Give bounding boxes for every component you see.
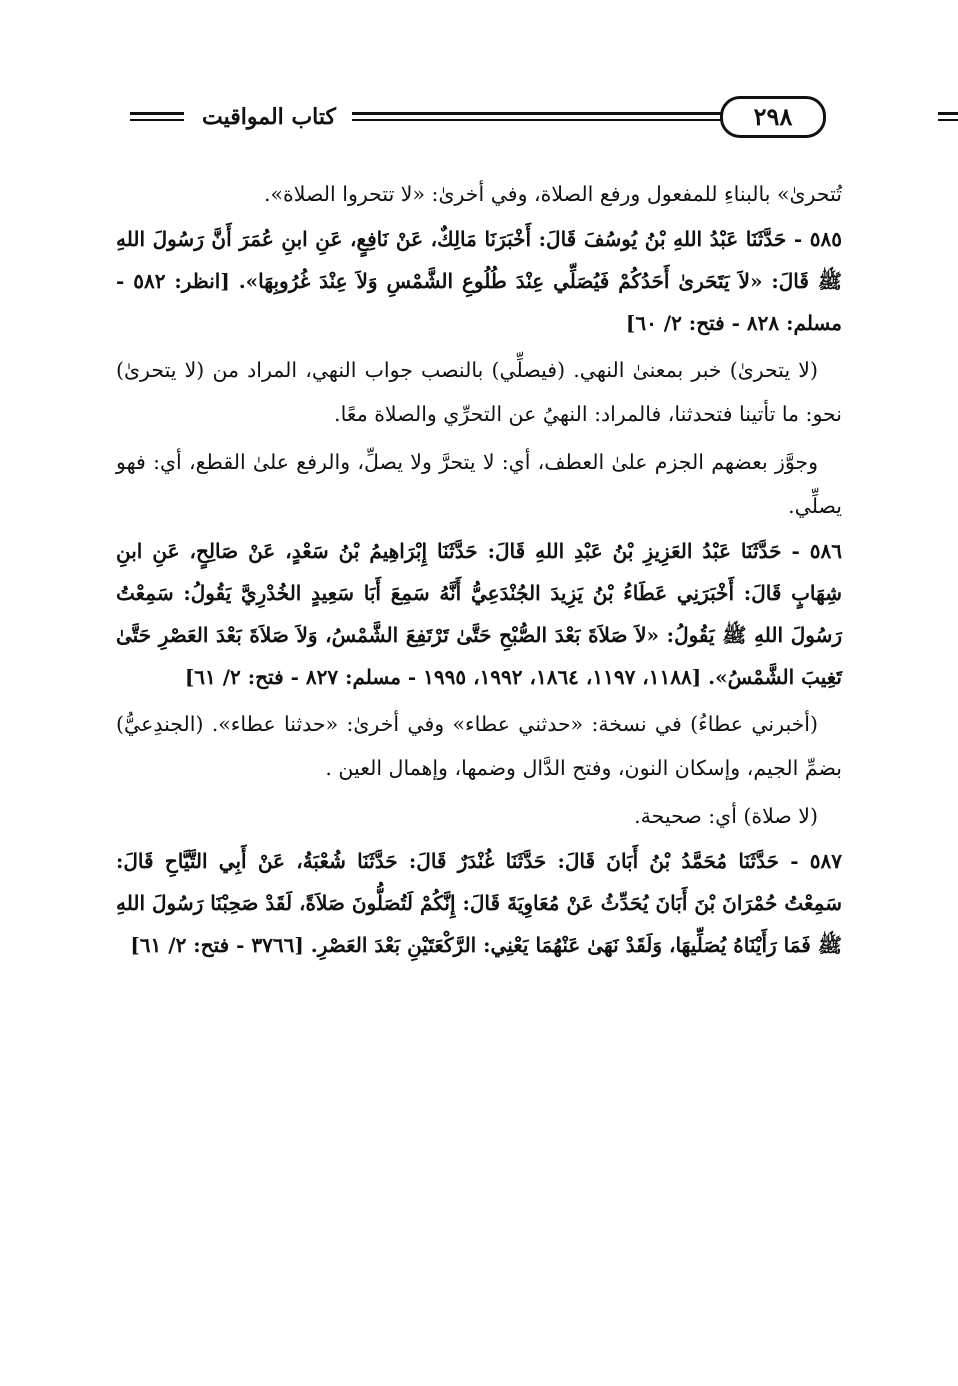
hadith-paragraph: ٥٨٥ - حَدَّثَنَا عَبْدُ اللهِ بْنُ يُوسُفَ قَالَ: أَخْبَرَنَا مَالِكٌ، عَنْ نَافِعٍ، عَنِ ابنِ عُمَرَ أَنَّ رَسُولَ اللهِ ﷺ قَالَ: «لاَ يَتَحَرىٰ أَحَدُكُمْ فَيُصَلِّي عِنْدَ طُلُوعِ الشَّمْسِ وَلاَ عِنْدَ غُرُوبِهَا». [انظر: ٥٨٢ - مسلم: ٨٢٨ - فتح: ٢/ ٦٠] [116,227,843,335]
commentary-paragraph: وجوَّز بعضهم الجزم علىٰ العطف، أي: لا يتحرَّ ولا يصلِّ، والرفع علىٰ القطع، أي: فهو يصلِّي. [116,450,842,518]
hadith-paragraph: ٥٨٦ - حَدَّثَنَا عَبْدُ العَزِيزِ بْنُ عَبْدِ اللهِ قَالَ: حَدَّثَنَا إِبْرَاهِيمُ بْنُ سَعْدٍ، عَنْ صَالِحٍ، عَنِ ابنِ شِهَابٍ قَالَ: أَخْبَرَنِي عَطَاءُ بْنُ يَزِيدَ الجُنْدَعِيُّ أَنَّهُ سَمِعَ أَبَا سَعِيدٍ الخُدْرِيَّ يَقُولُ: سَمِعْتُ رَسُولَ اللهِ ﷺ يَقُولُ: «لاَ صَلاَةَ بَعْدَ الصُّبْحِ حَتَّىٰ تَرْتَفِعَ الشَّمْسُ، وَلاَ صَلاَةَ بَعْدَ العَصْرِ حَتَّىٰ تَغِيبَ الشَّمْسُ». [١١٨٨، ١١٩٧، ١٨٦٤، ١٩٩٢، ١٩٩٥ - مسلم: ٨٢٧ - فتح: ٢/ ٦١] [116,539,842,689]
page-body [116,168,842,966]
hadith-paragraph: ٥٨٧ - حَدَّثَنَا مُحَمَّدُ بْنُ أَبَانَ قَالَ: حَدَّثَنَا غُنْدَرٌ قَالَ: حَدَّثَنَا شُعْبَةُ، عَنْ أَبِي التَّيَّاحِ قَالَ: سَمِعْتُ حُمْرَانَ بْنَ أَبَانَ يُحَدِّثُ عَنْ مُعَاوِيَةَ قَالَ: إِنَّكُمْ لَتُصَلُّونَ صَلاَةً، لَقَدْ صَحِبْنَا رَسُولَ اللهِ ﷺ فَمَا رَأَيْنَاهُ يُصَلِّيهَا، وَلَقَدْ نَهَىٰ عَنْهُمَا يَعْنِي: الرَّكْعَتَيْنِ بَعْدَ العَصْرِ. [٣٧٦٦ - فتح: ٢/ ٦١] [116,849,842,957]
header-rule-left [130,112,184,124]
commentary-paragraph: (أخبرني عطاءُ) في نسخة: «حدثني عطاء» وفي أخرىٰ: «حدثنا عطاء». (الجندِعيُّ) بضمِّ الجيم، وإسكان النون، وفتح الدَّال وضمها، وإهمال العين . [116,712,842,780]
commentary-paragraph: (لا صلاة) أي: صحيحة. [634,804,818,828]
header-rule-middle [352,112,756,124]
header-rule-right [938,112,958,124]
commentary-paragraph: تُتحرىٰ» بالبناءِ للمفعول ورفع الصلاة، وفي أخرىٰ: «لا تتحروا الصلاة». [263,182,842,206]
book-title: كتاب المواقيت [202,104,336,130]
page-header [120,96,840,142]
page-number-badge: ٢٩٨ [720,96,826,138]
commentary-paragraph: (لا يتحرىٰ) خبر بمعنىٰ النهي. (فيصلِّي) بالنصب جواب النهي، المراد من (لا يتحرىٰ) نحو: ما تأتينا فتحدثنا، فالمراد: النهيُ عن التحرِّي والصلاة معًا. [116,358,842,426]
